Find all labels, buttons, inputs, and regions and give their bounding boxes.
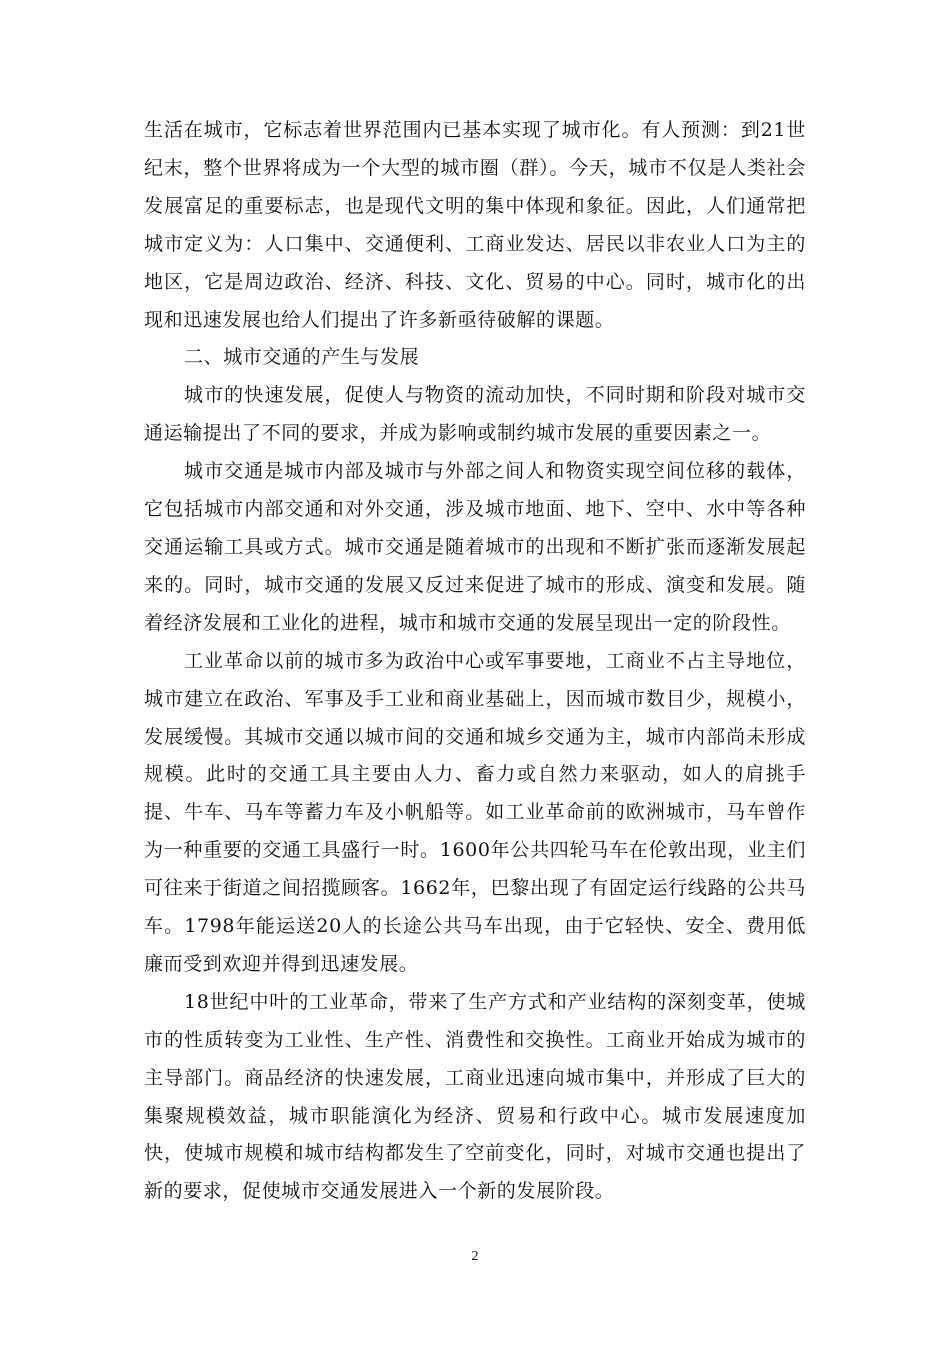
- paragraph-urbanization-intro: 生活在城市，它标志着世界范围内已基本实现了城市化。有人预测：到21世纪末，整个世界将成为一个大型的城市圈（群）。今天，城市不仅是人类社会发展富足的重要标志，也是现代文明的集中体现和象征。因此，人们通常把城市定义为：人口集中、交通便利、工商业发达、居民以非农业人口为主的地区，它是周边政治、经济、科技、文化、贸易的中心。同时，城市化的出现和迅速发展也给人们提出了许多新亟待破解的课题。: [144, 119, 806, 331]
- paragraph-transport-definition: 城市交通是城市内部及城市与外部之间人和物资实现空间位移的载体，它包括城市内部交通和对外交通，涉及城市地面、地下、空中、水中等各种交通运输工具或方式。城市交通是随着城市的出现和不断扩张而逐渐发展起来的。同时，城市交通的发展又反过来促进了城市的形成、演变和发展。随着经济发展和工业化的进程，城市和城市交通的发展呈现出一定的阶段性。: [144, 460, 806, 634]
- body-text: [144, 112, 806, 1211]
- page-number: 2: [471, 1249, 479, 1264]
- paragraph-transport-demand: 城市的快速发展，促使人与物资的流动加快，不同时期和阶段对城市交通运输提出了不同的要求，并成为影响或制约城市发展的重要因素之一。: [144, 384, 806, 445]
- section-heading: 二、城市交通的产生与发展: [184, 346, 420, 369]
- paragraph-industrial-revolution: 18世纪中叶的工业革命，带来了生产方式和产业结构的深刻变革，使城市的性质转变为工业性、生产性、消费性和交换性。工商业开始成为城市的主导部门。商品经济的快速发展，工商业迅速向城市集中，并形成了巨大的集聚规模效益，城市职能演化为经济、贸易和行政中心。城市发展速度加快，使城市规模和城市结构都发生了空前变化，同时，对城市交通也提出了新的要求，促使城市交通发展进入一个新的发展阶段。: [144, 990, 806, 1203]
- paragraph-pre-industrial: 工业革命以前的城市多为政治中心或军事要地，工商业不占主导地位，城市建立在政治、军事及手工业和商业基础上，因而城市数目少，规模小，发展缓慢。其城市交通以城市间的交通和城乡交通为主，城市内部尚未形成规模。此时的交通工具主要由人力、畜力或自然力来驱动，如人的肩挑手提、牛车、马车等蓄力车及小帆船等。如工业革命前的欧洲城市，马车曾作为一种重要的交通工具盛行一时。1600年公共四轮马车在伦敦出现，业主们可往来于街道之间招揽顾客。1662年，巴黎出现了有固定运行线路的公共马车。1798年能运送20人的长途公共马车出现，由于它轻快、安全、费用低廉而受到欢迎并得到迅速发展。: [144, 649, 806, 975]
